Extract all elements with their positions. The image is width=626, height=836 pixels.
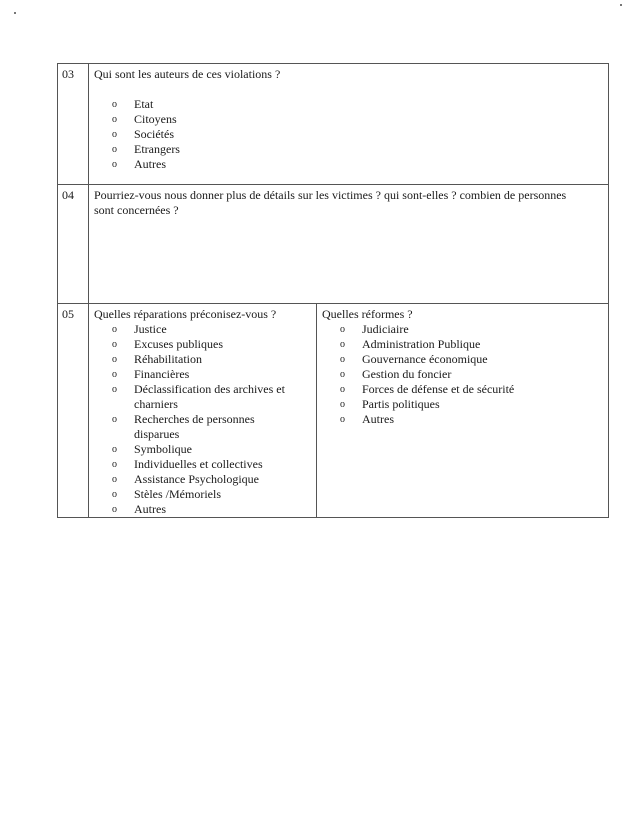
list-item: [112, 442, 316, 457]
circle-bullet-icon: o: [340, 384, 345, 395]
circle-bullet-icon: o: [112, 489, 117, 500]
options-list: [322, 322, 608, 427]
circle-bullet-icon: o: [112, 159, 117, 170]
option-label: Stèles /Mémoriels: [134, 487, 221, 501]
circle-bullet-icon: o: [112, 459, 117, 470]
circle-bullet-icon: o: [112, 444, 117, 455]
questionnaire-table: [57, 63, 609, 518]
option-label: Symbolique: [134, 442, 193, 456]
circle-bullet-icon: o: [112, 504, 117, 515]
scan-speck: [620, 4, 622, 6]
option-label: Autres: [362, 412, 394, 426]
circle-bullet-icon: o: [340, 339, 345, 350]
reparations-cell: [89, 304, 317, 517]
option-label: Sociétés: [134, 127, 174, 141]
circle-bullet-icon: o: [112, 129, 117, 140]
list-item: [340, 322, 608, 337]
option-label: Administration Publique: [362, 337, 481, 351]
question-number: 03: [58, 64, 89, 184]
circle-bullet-icon: o: [340, 399, 345, 410]
list-item: [112, 97, 608, 112]
option-label: Financières: [134, 367, 190, 381]
list-item: [112, 367, 316, 382]
circle-bullet-icon: o: [340, 414, 345, 425]
options-list: [94, 97, 608, 172]
list-item: [112, 337, 316, 352]
option-label: Gestion du foncier: [362, 367, 452, 381]
option-label: Réhabilitation: [134, 352, 202, 366]
circle-bullet-icon: o: [112, 414, 117, 425]
list-item: [112, 352, 316, 367]
option-label: Déclassification des archives et charniers: [134, 382, 285, 411]
question-number: 05: [58, 304, 89, 517]
option-label: Etat: [134, 97, 154, 111]
list-item: [112, 127, 608, 142]
list-item: [112, 487, 316, 502]
option-label: Recherches de personnes disparues: [134, 412, 255, 441]
question-cell: [89, 64, 608, 184]
question-text: Quelles réparations préconisez-vous ?: [94, 307, 277, 321]
option-label: Justice: [134, 322, 167, 336]
circle-bullet-icon: o: [112, 354, 117, 365]
options-list: [94, 322, 316, 517]
circle-bullet-icon: o: [112, 324, 117, 335]
list-item: [340, 397, 608, 412]
option-label: Forces de défense et de sécurité: [362, 382, 515, 396]
option-label: Excuses publiques: [134, 337, 223, 351]
list-item: [340, 412, 608, 427]
list-item: [112, 412, 316, 442]
list-item: [112, 382, 316, 412]
list-item: [112, 142, 608, 157]
question-row-03: [58, 64, 608, 185]
split-cell: [89, 304, 608, 517]
option-label: Etrangers: [134, 142, 180, 156]
question-row-04: [58, 185, 608, 304]
option-label: Partis politiques: [362, 397, 440, 411]
option-label: Individuelles et collectives: [134, 457, 263, 471]
question-text: Pourriez-vous nous donner plus de détails sur les victimes ? qui sont-elles ? combien de personnes sont concernées ?: [94, 188, 567, 217]
option-label: Judiciaire: [362, 322, 409, 336]
circle-bullet-icon: o: [112, 114, 117, 125]
scan-speck: [14, 12, 16, 14]
list-item: [340, 367, 608, 382]
circle-bullet-icon: o: [112, 474, 117, 485]
list-item: [112, 112, 608, 127]
question-text: Quelles réformes ?: [322, 307, 413, 321]
list-item: [112, 157, 608, 172]
circle-bullet-icon: o: [112, 384, 117, 395]
list-item: [340, 352, 608, 367]
option-label: Gouvernance économique: [362, 352, 488, 366]
circle-bullet-icon: o: [112, 369, 117, 380]
circle-bullet-icon: o: [340, 369, 345, 380]
question-text: Qui sont les auteurs de ces violations ?: [94, 67, 281, 81]
circle-bullet-icon: o: [112, 339, 117, 350]
list-item: [112, 457, 316, 472]
list-item: [112, 502, 316, 517]
list-item: [112, 472, 316, 487]
question-row-05: [58, 304, 608, 517]
circle-bullet-icon: o: [112, 144, 117, 155]
circle-bullet-icon: o: [340, 354, 345, 365]
list-item: [340, 337, 608, 352]
list-item: [340, 382, 608, 397]
reformes-cell: [317, 304, 608, 517]
question-number: 04: [58, 185, 89, 303]
option-label: Citoyens: [134, 112, 177, 126]
option-label: Autres: [134, 502, 166, 516]
option-label: Assistance Psychologique: [134, 472, 259, 486]
circle-bullet-icon: o: [112, 99, 117, 110]
list-item: [112, 322, 316, 337]
circle-bullet-icon: o: [340, 324, 345, 335]
option-label: Autres: [134, 157, 166, 171]
question-cell: [89, 185, 608, 303]
